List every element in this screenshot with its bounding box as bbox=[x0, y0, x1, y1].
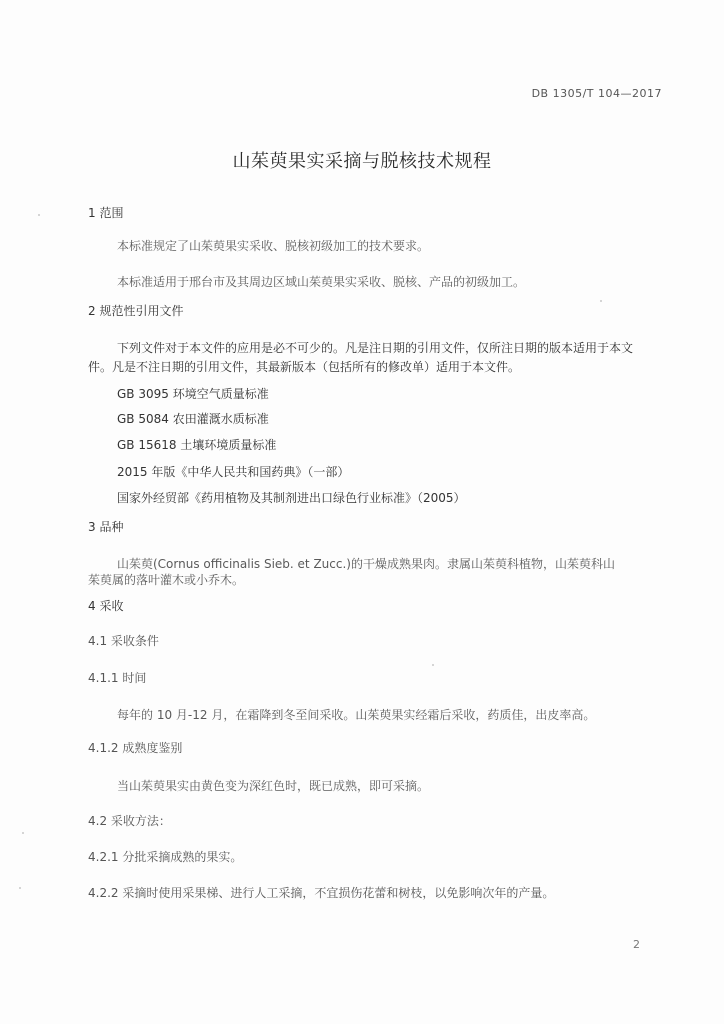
reference-item: 国家外经贸部《药用植物及其制剂进出口绿色行业标准》（2005） bbox=[117, 491, 466, 505]
scan-speck bbox=[38, 214, 40, 216]
section-4-1-2-heading: 4.1.2 成熟度鉴别 bbox=[88, 741, 183, 755]
section-4-1-heading: 4.1 采收条件 bbox=[88, 634, 159, 648]
scan-speck bbox=[22, 832, 24, 834]
reference-item: GB 5084 农田灌溉水质标准 bbox=[117, 412, 269, 426]
section-4-1-1-paragraph: 每年的 10 月-12 月，在霜降到冬至间采收。山茱萸果实经霜后采收，药质佳，出皮率高。 bbox=[117, 708, 596, 722]
section-4-2-heading: 4.2 采收方法： bbox=[88, 814, 171, 828]
section-4-1-1-heading: 4.1.1 时间 bbox=[88, 671, 147, 685]
scan-speck bbox=[432, 664, 434, 666]
section-2-heading: 2 规范性引用文件 bbox=[88, 304, 184, 318]
section-4-2-1-item: 4.2.1 分批采摘成熟的果实。 bbox=[88, 850, 243, 864]
section-1-heading: 1 范围 bbox=[88, 206, 124, 220]
reference-item: GB 15618 土壤环境质量标准 bbox=[117, 438, 277, 452]
section-1-paragraph-1: 本标准规定了山茱萸果实采收、脱核初级加工的技术要求。 bbox=[117, 239, 430, 253]
section-4-2-2-item: 4.2.2 采摘时使用采果梯、进行人工采摘，不宜损伤花蕾和树枝，以免影响次年的产量。 bbox=[88, 886, 555, 900]
section-4-heading: 4 采收 bbox=[88, 599, 124, 613]
section-2-paragraph-line-2: 件。凡是不注日期的引用文件，其最新版本（包括所有的修改单）适用于本文件。 bbox=[88, 360, 521, 374]
section-3-heading: 3 品种 bbox=[88, 520, 124, 534]
document-code: DB 1305/T 104—2017 bbox=[531, 87, 662, 100]
reference-item: 2015 年版《中华人民共和国药典》（一部） bbox=[117, 465, 350, 479]
section-3-paragraph-line-1: 山茱萸(Cornus officinalis Sieb. et Zucc.)的干燥成熟果肉。隶属山茱萸科植物，山茱萸科山 bbox=[117, 557, 615, 571]
section-4-1-2-paragraph: 当山茱萸果实由黄色变为深红色时，既已成熟，即可采摘。 bbox=[117, 779, 430, 793]
page-number: 2 bbox=[633, 938, 640, 951]
reference-item: GB 3095 环境空气质量标准 bbox=[117, 387, 269, 401]
section-2-paragraph-line-1: 下列文件对于本文件的应用是必不可少的。凡是注日期的引用文件，仅所注日期的版本适用于本文 bbox=[117, 341, 634, 355]
scan-speck bbox=[600, 300, 602, 302]
document-title: 山茱萸果实采摘与脱核技术规程 bbox=[232, 151, 492, 172]
section-1-paragraph-2: 本标准适用于邢台市及其周边区域山茱萸果实采收、脱核、产品的初级加工。 bbox=[117, 275, 526, 289]
section-3-paragraph-line-2: 茱萸属的落叶灌木或小乔木。 bbox=[88, 573, 245, 587]
scan-speck bbox=[19, 887, 21, 889]
